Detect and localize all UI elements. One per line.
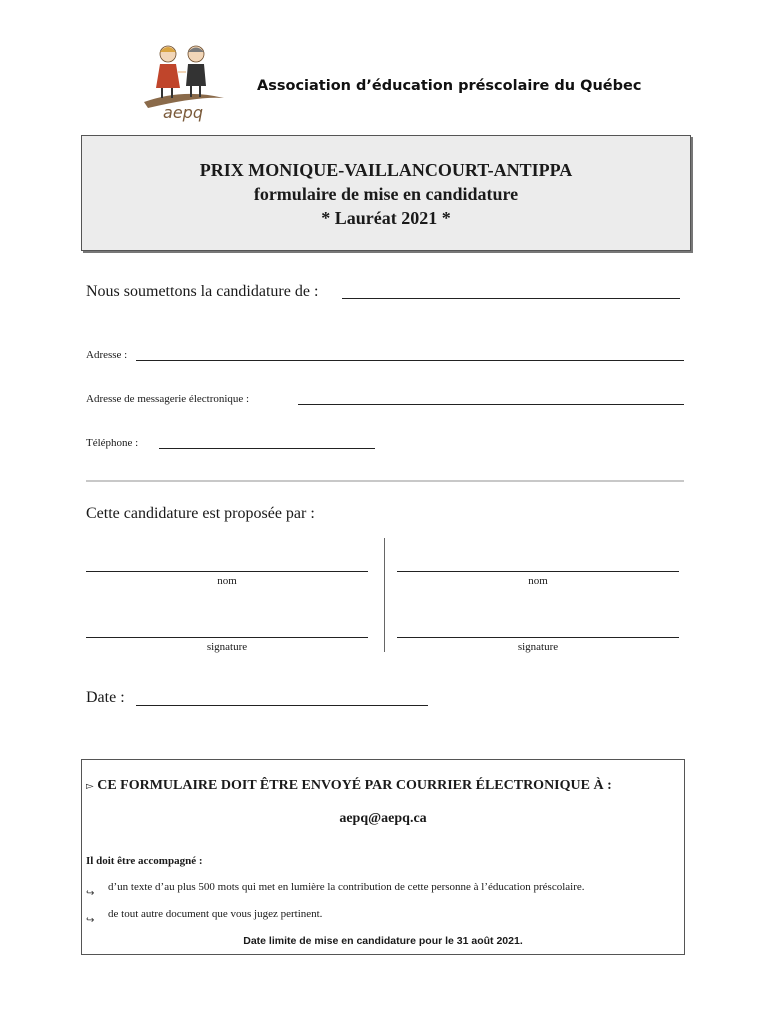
aepq-logo — [138, 40, 228, 122]
logo-text: aepq — [163, 103, 203, 122]
address-field[interactable] — [136, 360, 684, 361]
laureate-year: * Lauréat 2021 * — [321, 208, 451, 228]
association-name: Association d’éducation préscolaire du Québec — [257, 78, 642, 94]
date-field[interactable] — [136, 705, 428, 706]
arrow-return-icon: ↪ — [86, 915, 95, 926]
proposer2-signature-caption: signature — [517, 641, 559, 653]
section-divider — [86, 480, 684, 482]
accompany-label: Il doit être accompagné : — [86, 855, 203, 867]
list-item-text: d’un texte d’au plus 500 mots qui met en lumière la contribution de cette personne à l’éducation préscolaire. — [108, 881, 585, 893]
proposer1-name-caption: nom — [217, 575, 237, 587]
email-field[interactable] — [298, 404, 684, 405]
proposer1-name-field[interactable] — [86, 571, 368, 572]
candidate-label: Nous soumettons la candidature de : — [86, 283, 319, 300]
deadline-note: Date limite de mise en candidature pour le 31 août 2021. — [243, 935, 523, 947]
arrow-return-icon: ↪ — [86, 888, 95, 899]
candidate-field[interactable] — [342, 298, 680, 299]
address-label: Adresse : — [86, 349, 128, 361]
form-subtitle: formulaire de mise en candidature — [253, 184, 519, 204]
proposed-by-label: Cette candidature est proposée par : — [86, 505, 315, 522]
submission-email[interactable]: aepq@aepq.ca — [339, 811, 427, 826]
email-label: Adresse de messagerie électronique : — [86, 393, 250, 405]
title-box — [81, 135, 691, 251]
phone-label: Téléphone : — [86, 437, 139, 449]
proposer1-signature-field[interactable] — [86, 637, 368, 638]
submission-title — [86, 778, 612, 794]
prize-title: PRIX MONIQUE-VAILLANCOURT-ANTIPPA — [199, 160, 573, 180]
proposer2-signature-field[interactable] — [397, 637, 679, 638]
list-item — [86, 881, 94, 900]
list-item-text: de tout autre document que vous jugez pertinent. — [108, 908, 323, 920]
proposer2-name-caption: nom — [528, 575, 548, 587]
list-item — [86, 908, 94, 927]
phone-field[interactable] — [159, 448, 375, 449]
date-label: Date : — [86, 689, 125, 706]
proposer2-name-field[interactable] — [397, 571, 679, 572]
proposer1-signature-caption: signature — [206, 641, 248, 653]
proposers-divider — [384, 538, 385, 652]
submission-title-text: CE FORMULAIRE DOIT ÊTRE ENVOYÉ PAR COURRIER ÉLECTRONIQUE À : — [97, 778, 612, 793]
pointer-icon: ▻ — [86, 781, 94, 792]
